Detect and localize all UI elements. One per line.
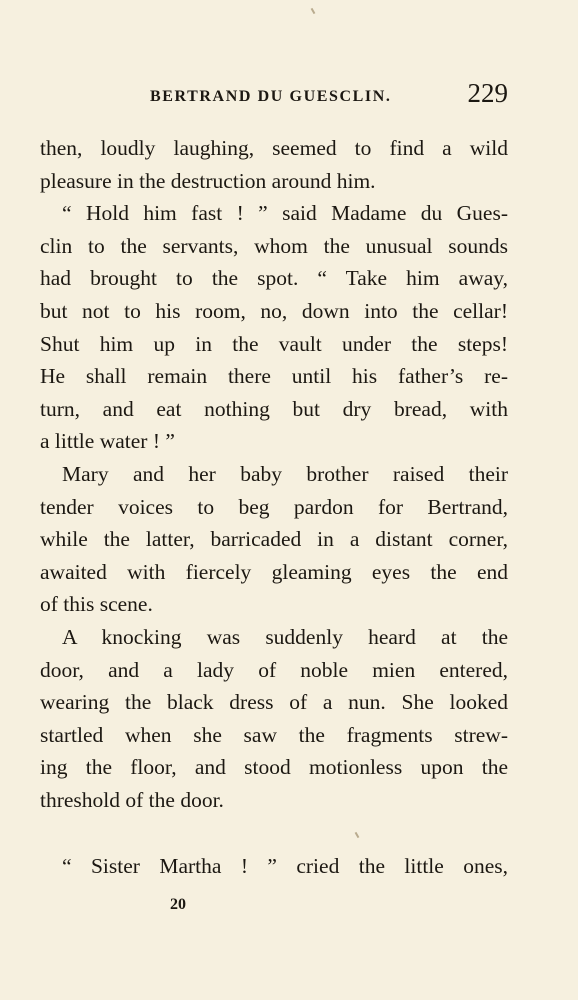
text-line: but not to his room, no, down into the cellar! <box>40 298 508 323</box>
text-line: ing the floor, and stood motionless upon the <box>40 755 508 780</box>
text-line: “ Sister Martha ! ” cried the little ones, <box>62 854 508 879</box>
body-text <box>40 132 508 883</box>
text-line: startled when she saw the fragments strew- <box>40 722 508 747</box>
text-line: Shut him up in the vault under the steps! <box>40 331 508 356</box>
text-line: while the latter, barricaded in a distant corner, <box>40 527 508 552</box>
text-line: turn, and eat nothing but dry bread, with <box>40 396 508 421</box>
text-line: “ Hold him fast ! ” said Madame du Gues- <box>62 201 508 226</box>
text-line: A knocking was suddenly heard at the <box>62 624 508 649</box>
text-line: pleasure in the destruction around him. <box>40 168 376 193</box>
text-line: Mary and her baby brother raised their <box>62 461 508 486</box>
text-line: of this scene. <box>40 592 153 617</box>
running-head: BERTRAND DU GUESCLIN. <box>150 88 392 105</box>
text-line: door, and a lady of noble mien entered, <box>40 657 508 682</box>
text-line: wearing the black dress of a nun. She looked <box>40 690 508 715</box>
text-line: had brought to the spot. “ Take him away, <box>40 266 508 291</box>
page-header <box>40 78 508 112</box>
text-line: clin to the servants, whom the unusual sounds <box>40 233 508 258</box>
paper-speck <box>311 8 316 14</box>
text-line: then, loudly laughing, seemed to find a wild <box>40 136 508 160</box>
text-line: tender voices to beg pardon for Bertrand, <box>40 494 508 519</box>
text-line: a little water ! ” <box>40 429 175 454</box>
paragraph-gap <box>40 816 508 850</box>
text-line: threshold of the door. <box>40 787 224 812</box>
text-line: awaited with fiercely gleaming eyes the end <box>40 559 508 584</box>
page-number: 229 <box>467 78 508 108</box>
text-line: He shall remain there until his father’s re- <box>40 364 508 389</box>
signature-mark: 20 <box>170 896 186 913</box>
